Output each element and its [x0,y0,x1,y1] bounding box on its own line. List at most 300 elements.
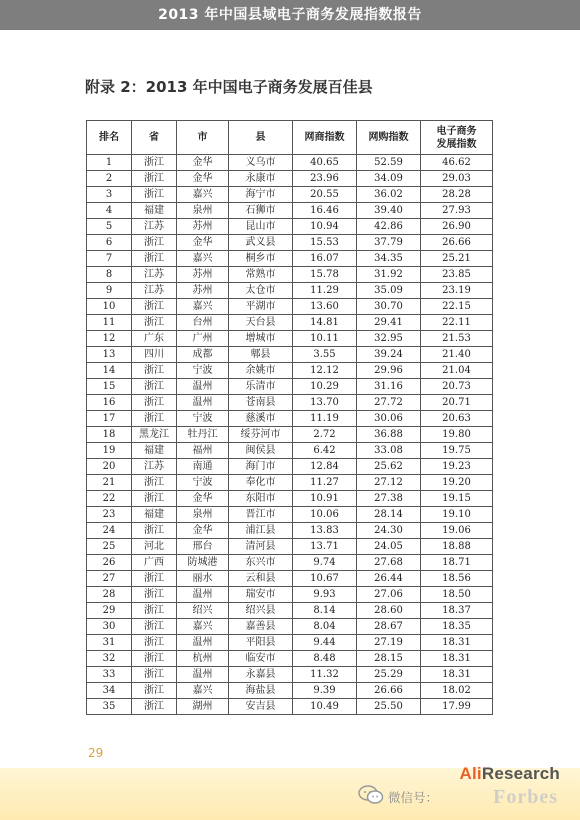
cell-buyer-index: 31.92 [357,267,421,283]
cell-rank: 11 [87,315,132,331]
cell-city: 丽水 [177,571,229,587]
table-row [87,523,493,539]
cell-rank: 31 [87,635,132,651]
cell-ecommerce-index: 18.31 [421,667,493,683]
cell-rank: 26 [87,555,132,571]
table-row [87,587,493,603]
header-rank: 排名 [87,121,132,155]
cell-province: 浙江 [132,171,177,187]
table-row [87,347,493,363]
cell-ecommerce-index: 19.20 [421,475,493,491]
cell-province: 福建 [132,203,177,219]
cell-rank: 34 [87,683,132,699]
table-row [87,315,493,331]
table-row [87,603,493,619]
cell-seller-index: 15.78 [293,267,357,283]
table-row [87,187,493,203]
cell-county: 海宁市 [229,187,293,203]
table-header-row [87,121,493,155]
cell-seller-index: 20.55 [293,187,357,203]
cell-city: 金华 [177,155,229,171]
cell-county: 义乌市 [229,155,293,171]
cell-buyer-index: 27.12 [357,475,421,491]
cell-province: 浙江 [132,491,177,507]
cell-seller-index: 23.96 [293,171,357,187]
cell-seller-index: 10.94 [293,219,357,235]
wechat-id-label: 微信号： [388,790,439,805]
cell-province: 浙江 [132,299,177,315]
cell-seller-index: 9.44 [293,635,357,651]
table-row [87,155,493,171]
cell-buyer-index: 27.06 [357,587,421,603]
table-row [87,459,493,475]
cell-buyer-index: 29.96 [357,363,421,379]
cell-city: 温州 [177,587,229,603]
cell-province: 浙江 [132,699,177,715]
cell-seller-index: 11.27 [293,475,357,491]
cell-buyer-index: 28.14 [357,507,421,523]
cell-buyer-index: 27.68 [357,555,421,571]
table-row [87,667,493,683]
cell-city: 南通 [177,459,229,475]
cell-province: 四川 [132,347,177,363]
cell-ecommerce-index: 19.23 [421,459,493,475]
cell-province: 浙江 [132,315,177,331]
cell-city: 防城港 [177,555,229,571]
cell-province: 浙江 [132,363,177,379]
cell-buyer-index: 34.35 [357,251,421,267]
cell-county: 东阳市 [229,491,293,507]
cell-rank: 28 [87,587,132,603]
cell-seller-index: 10.91 [293,491,357,507]
cell-county: 永康市 [229,171,293,187]
cell-county: 永嘉县 [229,667,293,683]
cell-city: 广州 [177,331,229,347]
cell-province: 浙江 [132,587,177,603]
table-row [87,267,493,283]
cell-buyer-index: 28.60 [357,603,421,619]
cell-city: 邢台 [177,539,229,555]
cell-ecommerce-index: 19.10 [421,507,493,523]
cell-city: 金华 [177,171,229,187]
cell-city: 泉州 [177,203,229,219]
cell-rank: 6 [87,235,132,251]
cell-rank: 32 [87,651,132,667]
cell-buyer-index: 25.29 [357,667,421,683]
cell-buyer-index: 27.38 [357,491,421,507]
cell-rank: 14 [87,363,132,379]
cell-province: 浙江 [132,379,177,395]
cell-ecommerce-index: 17.99 [421,699,493,715]
cell-ecommerce-index: 18.35 [421,619,493,635]
cell-rank: 3 [87,187,132,203]
cell-ecommerce-index: 27.93 [421,203,493,219]
table-row [87,363,493,379]
cell-rank: 7 [87,251,132,267]
cell-ecommerce-index: 19.75 [421,443,493,459]
cell-buyer-index: 27.19 [357,635,421,651]
cell-city: 宁波 [177,475,229,491]
cell-seller-index: 12.12 [293,363,357,379]
cell-seller-index: 16.07 [293,251,357,267]
table-row [87,571,493,587]
cell-seller-index: 9.39 [293,683,357,699]
cell-buyer-index: 28.15 [357,651,421,667]
table-row [87,283,493,299]
cell-province: 河北 [132,539,177,555]
cell-county: 太仓市 [229,283,293,299]
table-body [87,155,493,715]
table-row [87,651,493,667]
cell-rank: 29 [87,603,132,619]
cell-city: 嘉兴 [177,299,229,315]
cell-buyer-index: 30.70 [357,299,421,315]
cell-rank: 2 [87,171,132,187]
wechat-icon [358,784,384,806]
cell-county: 清河县 [229,539,293,555]
cell-ecommerce-index: 22.11 [421,315,493,331]
cell-ecommerce-index: 18.31 [421,635,493,651]
cell-county: 浦江县 [229,523,293,539]
cell-ecommerce-index: 22.15 [421,299,493,315]
header-city: 市 [177,121,229,155]
cell-city: 福州 [177,443,229,459]
cell-county: 平阳县 [229,635,293,651]
table-row [87,635,493,651]
cell-seller-index: 13.83 [293,523,357,539]
cell-rank: 9 [87,283,132,299]
cell-province: 江苏 [132,267,177,283]
cell-city: 绍兴 [177,603,229,619]
cell-province: 福建 [132,443,177,459]
cell-county: 增城市 [229,331,293,347]
cell-city: 泉州 [177,507,229,523]
cell-county: 武义县 [229,235,293,251]
cell-county: 石狮市 [229,203,293,219]
cell-rank: 10 [87,299,132,315]
table-row [87,171,493,187]
table-row [87,203,493,219]
table-row [87,475,493,491]
cell-rank: 15 [87,379,132,395]
cell-ecommerce-index: 26.90 [421,219,493,235]
cell-ecommerce-index: 23.85 [421,267,493,283]
cell-county: 昆山市 [229,219,293,235]
cell-county: 海门市 [229,459,293,475]
cell-buyer-index: 39.24 [357,347,421,363]
cell-city: 牡丹江 [177,427,229,443]
cell-ecommerce-index: 23.19 [421,283,493,299]
cell-city: 台州 [177,315,229,331]
cell-city: 金华 [177,523,229,539]
cell-county: 奉化市 [229,475,293,491]
cell-seller-index: 14.81 [293,315,357,331]
cell-seller-index: 11.29 [293,283,357,299]
cell-seller-index: 40.65 [293,155,357,171]
cell-province: 江苏 [132,459,177,475]
cell-county: 乐清市 [229,379,293,395]
cell-ecommerce-index: 18.50 [421,587,493,603]
cell-province: 浙江 [132,603,177,619]
cell-seller-index: 10.06 [293,507,357,523]
header-ecommerce-index: 电子商务 发展指数 [421,121,493,155]
cell-county: 平湖市 [229,299,293,315]
header-province: 省 [132,121,177,155]
cell-province: 浙江 [132,155,177,171]
cell-rank: 8 [87,267,132,283]
cell-county: 嘉善县 [229,619,293,635]
appendix-title: 附录 2：2013 年中国电子商务发展百佳县 [85,78,373,96]
cell-ecommerce-index: 20.73 [421,379,493,395]
table-row [87,219,493,235]
cell-ecommerce-index: 20.63 [421,411,493,427]
cell-seller-index: 10.29 [293,379,357,395]
cell-rank: 23 [87,507,132,523]
cell-province: 浙江 [132,571,177,587]
cell-rank: 21 [87,475,132,491]
cell-county: 瑞安市 [229,587,293,603]
cell-city: 苏州 [177,267,229,283]
cell-ecommerce-index: 18.37 [421,603,493,619]
cell-buyer-index: 24.30 [357,523,421,539]
cell-buyer-index: 27.72 [357,395,421,411]
cell-ecommerce-index: 19.15 [421,491,493,507]
cell-seller-index: 15.53 [293,235,357,251]
cell-rank: 16 [87,395,132,411]
cell-seller-index: 2.72 [293,427,357,443]
cell-province: 江苏 [132,283,177,299]
cell-ecommerce-index: 18.88 [421,539,493,555]
header-bar [0,0,580,30]
cell-buyer-index: 25.50 [357,699,421,715]
cell-seller-index: 10.67 [293,571,357,587]
cell-province: 浙江 [132,395,177,411]
cell-buyer-index: 32.95 [357,331,421,347]
cell-seller-index: 10.49 [293,699,357,715]
cell-rank: 35 [87,699,132,715]
cell-buyer-index: 36.02 [357,187,421,203]
cell-rank: 18 [87,427,132,443]
cell-buyer-index: 35.09 [357,283,421,299]
cell-province: 浙江 [132,667,177,683]
page-number: 29 [88,746,104,760]
cell-rank: 22 [87,491,132,507]
cell-seller-index: 16.46 [293,203,357,219]
cell-city: 嘉兴 [177,619,229,635]
cell-city: 嘉兴 [177,251,229,267]
cell-buyer-index: 36.88 [357,427,421,443]
table-row [87,331,493,347]
cell-buyer-index: 26.66 [357,683,421,699]
header-county: 县 [229,121,293,155]
cell-buyer-index: 37.79 [357,235,421,251]
cell-province: 浙江 [132,635,177,651]
cell-city: 温州 [177,379,229,395]
cell-province: 浙江 [132,683,177,699]
table-row [87,699,493,715]
table-row [87,491,493,507]
cell-province: 江苏 [132,219,177,235]
cell-rank: 33 [87,667,132,683]
cell-ecommerce-index: 21.04 [421,363,493,379]
cell-ecommerce-index: 21.40 [421,347,493,363]
cell-city: 湖州 [177,699,229,715]
cell-county: 苍南县 [229,395,293,411]
cell-ecommerce-index: 28.28 [421,187,493,203]
table-row [87,683,493,699]
cell-seller-index: 8.14 [293,603,357,619]
table-row [87,299,493,315]
cell-ecommerce-index: 20.71 [421,395,493,411]
cell-ecommerce-index: 21.53 [421,331,493,347]
cell-ecommerce-index: 19.06 [421,523,493,539]
cell-ecommerce-index: 18.31 [421,651,493,667]
cell-county: 绍兴县 [229,603,293,619]
cell-province: 浙江 [132,475,177,491]
cell-city: 嘉兴 [177,187,229,203]
logo-research-text: Research [481,764,560,783]
cell-seller-index: 9.74 [293,555,357,571]
cell-buyer-index: 31.16 [357,379,421,395]
header-buyer-index: 网购指数 [357,121,421,155]
cell-ecommerce-index: 25.21 [421,251,493,267]
cell-ecommerce-index: 18.56 [421,571,493,587]
cell-seller-index: 11.32 [293,667,357,683]
cell-rank: 17 [87,411,132,427]
cell-seller-index: 6.42 [293,443,357,459]
cell-city: 成都 [177,347,229,363]
table-row [87,251,493,267]
cell-ecommerce-index: 29.03 [421,171,493,187]
cell-rank: 27 [87,571,132,587]
cell-city: 宁波 [177,411,229,427]
logo-ali-text: Ali [459,764,482,783]
cell-buyer-index: 30.06 [357,411,421,427]
cell-province: 浙江 [132,187,177,203]
cell-seller-index: 9.93 [293,587,357,603]
cell-buyer-index: 42.86 [357,219,421,235]
header-seller-index: 网商指数 [293,121,357,155]
cell-county: 桐乡市 [229,251,293,267]
cell-county: 郫县 [229,347,293,363]
table-row [87,507,493,523]
cell-county: 东兴市 [229,555,293,571]
cell-ecommerce-index: 46.62 [421,155,493,171]
cell-seller-index: 8.04 [293,619,357,635]
cell-ecommerce-index: 18.02 [421,683,493,699]
cell-seller-index: 8.48 [293,651,357,667]
cell-county: 晋江市 [229,507,293,523]
cell-county: 慈溪市 [229,411,293,427]
cell-seller-index: 3.55 [293,347,357,363]
cell-city: 苏州 [177,283,229,299]
cell-province: 浙江 [132,619,177,635]
cell-rank: 13 [87,347,132,363]
cell-seller-index: 13.60 [293,299,357,315]
cell-seller-index: 13.71 [293,539,357,555]
cell-province: 广西 [132,555,177,571]
cell-buyer-index: 29.41 [357,315,421,331]
cell-province: 浙江 [132,251,177,267]
cell-county: 余姚市 [229,363,293,379]
cell-rank: 24 [87,523,132,539]
cell-buyer-index: 24.05 [357,539,421,555]
table-row [87,379,493,395]
cell-ecommerce-index: 19.80 [421,427,493,443]
cell-county: 天台县 [229,315,293,331]
cell-rank: 25 [87,539,132,555]
cell-seller-index: 11.19 [293,411,357,427]
cell-buyer-index: 25.62 [357,459,421,475]
cell-rank: 19 [87,443,132,459]
cell-province: 黑龙江 [132,427,177,443]
cell-city: 苏州 [177,219,229,235]
cell-buyer-index: 33.08 [357,443,421,459]
report-title: 2013 年中国县域电子商务发展指数报告 [158,7,422,23]
cell-city: 金华 [177,235,229,251]
county-ranking-table [86,120,493,715]
cell-ecommerce-index: 18.71 [421,555,493,571]
table-row [87,235,493,251]
cell-ecommerce-index: 26.66 [421,235,493,251]
cell-rank: 4 [87,203,132,219]
cell-city: 温州 [177,635,229,651]
cell-buyer-index: 28.67 [357,619,421,635]
cell-rank: 5 [87,219,132,235]
cell-buyer-index: 52.59 [357,155,421,171]
cell-buyer-index: 26.44 [357,571,421,587]
cell-buyer-index: 39.40 [357,203,421,219]
cell-seller-index: 13.70 [293,395,357,411]
cell-seller-index: 10.11 [293,331,357,347]
cell-county: 常熟市 [229,267,293,283]
table-row [87,619,493,635]
table-row [87,411,493,427]
cell-province: 浙江 [132,235,177,251]
table-row [87,443,493,459]
cell-county: 绥芬河市 [229,427,293,443]
cell-county: 云和县 [229,571,293,587]
cell-seller-index: 12.84 [293,459,357,475]
cell-rank: 1 [87,155,132,171]
cell-rank: 20 [87,459,132,475]
cell-province: 浙江 [132,523,177,539]
watermark-text: Forbes [493,786,558,808]
cell-city: 金华 [177,491,229,507]
cell-province: 浙江 [132,651,177,667]
cell-city: 杭州 [177,651,229,667]
cell-rank: 30 [87,619,132,635]
cell-province: 浙江 [132,411,177,427]
cell-city: 温州 [177,667,229,683]
cell-county: 临安市 [229,651,293,667]
cell-city: 温州 [177,395,229,411]
cell-county: 安吉县 [229,699,293,715]
cell-buyer-index: 34.09 [357,171,421,187]
cell-rank: 12 [87,331,132,347]
cell-province: 广东 [132,331,177,347]
cell-county: 海盐县 [229,683,293,699]
aliresearch-logo [460,764,560,784]
cell-county: 闽侯县 [229,443,293,459]
cell-city: 宁波 [177,363,229,379]
table-row [87,555,493,571]
table-row [87,539,493,555]
table-row [87,427,493,443]
cell-province: 福建 [132,507,177,523]
cell-city: 嘉兴 [177,683,229,699]
table-row [87,395,493,411]
